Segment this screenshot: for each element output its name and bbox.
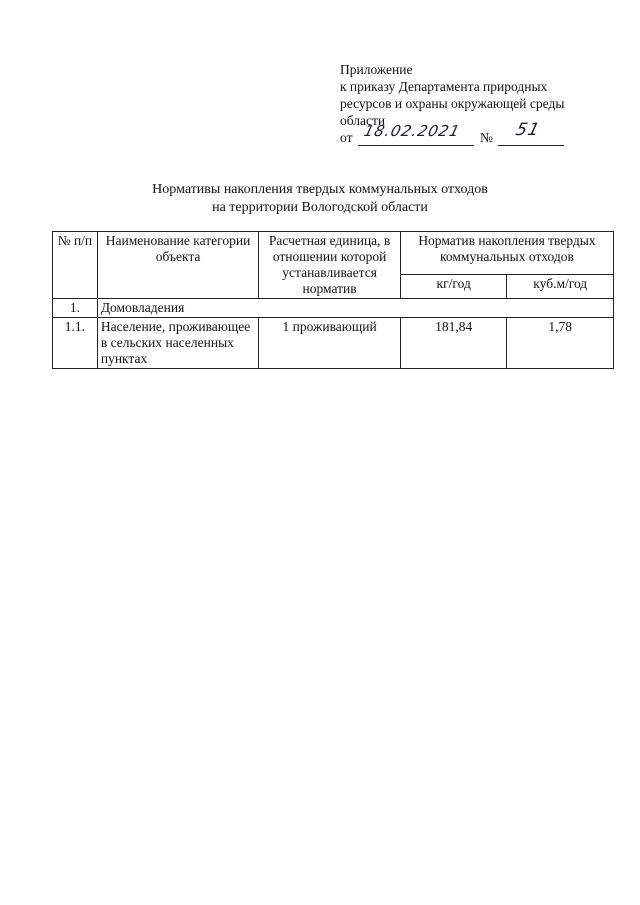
title-line: на территории Вологодской области [212, 200, 428, 215]
appendix-line: ресурсов и охраны окружающей среды [340, 96, 565, 111]
header-m3: куб.м/год [507, 275, 614, 299]
date-underline [358, 145, 474, 146]
section-row [53, 299, 614, 318]
section-num: 1. [53, 299, 98, 318]
row-kg: 181,84 [400, 318, 507, 369]
number-underline [498, 145, 564, 146]
row-name: Население, проживающее в сельских населенных пунктах [97, 318, 258, 369]
norms-table [52, 231, 614, 369]
appendix-line: к приказу Департамента природных [340, 79, 548, 94]
header-num: № п/п [53, 232, 98, 299]
header-kg: кг/год [400, 275, 507, 299]
appendix-line: области [340, 113, 386, 128]
header-name: Наименование категории объекта [97, 232, 258, 299]
appendix-title: Приложение [340, 62, 413, 77]
row-unit: 1 проживающий [259, 318, 401, 369]
header-unit: Расчетная единица, в отношении которой устанавливается норматив [259, 232, 401, 299]
document-title [0, 181, 640, 217]
from-label: от [340, 130, 353, 145]
title-line: Нормативы накопления твердых коммунальных отходов [152, 182, 488, 197]
section-name: Домовладения [97, 299, 613, 318]
handwritten-date: 18.02.2021 [361, 122, 463, 140]
row-m3: 1,78 [507, 318, 614, 369]
header-norm: Норматив накопления твердых коммунальных отходов [400, 232, 613, 275]
table-row [53, 318, 614, 369]
appendix-block [340, 61, 630, 147]
row-num: 1.1. [53, 318, 98, 369]
handwritten-number: 51 [513, 120, 543, 140]
number-label: № [480, 130, 493, 145]
table-header-row [53, 232, 614, 275]
